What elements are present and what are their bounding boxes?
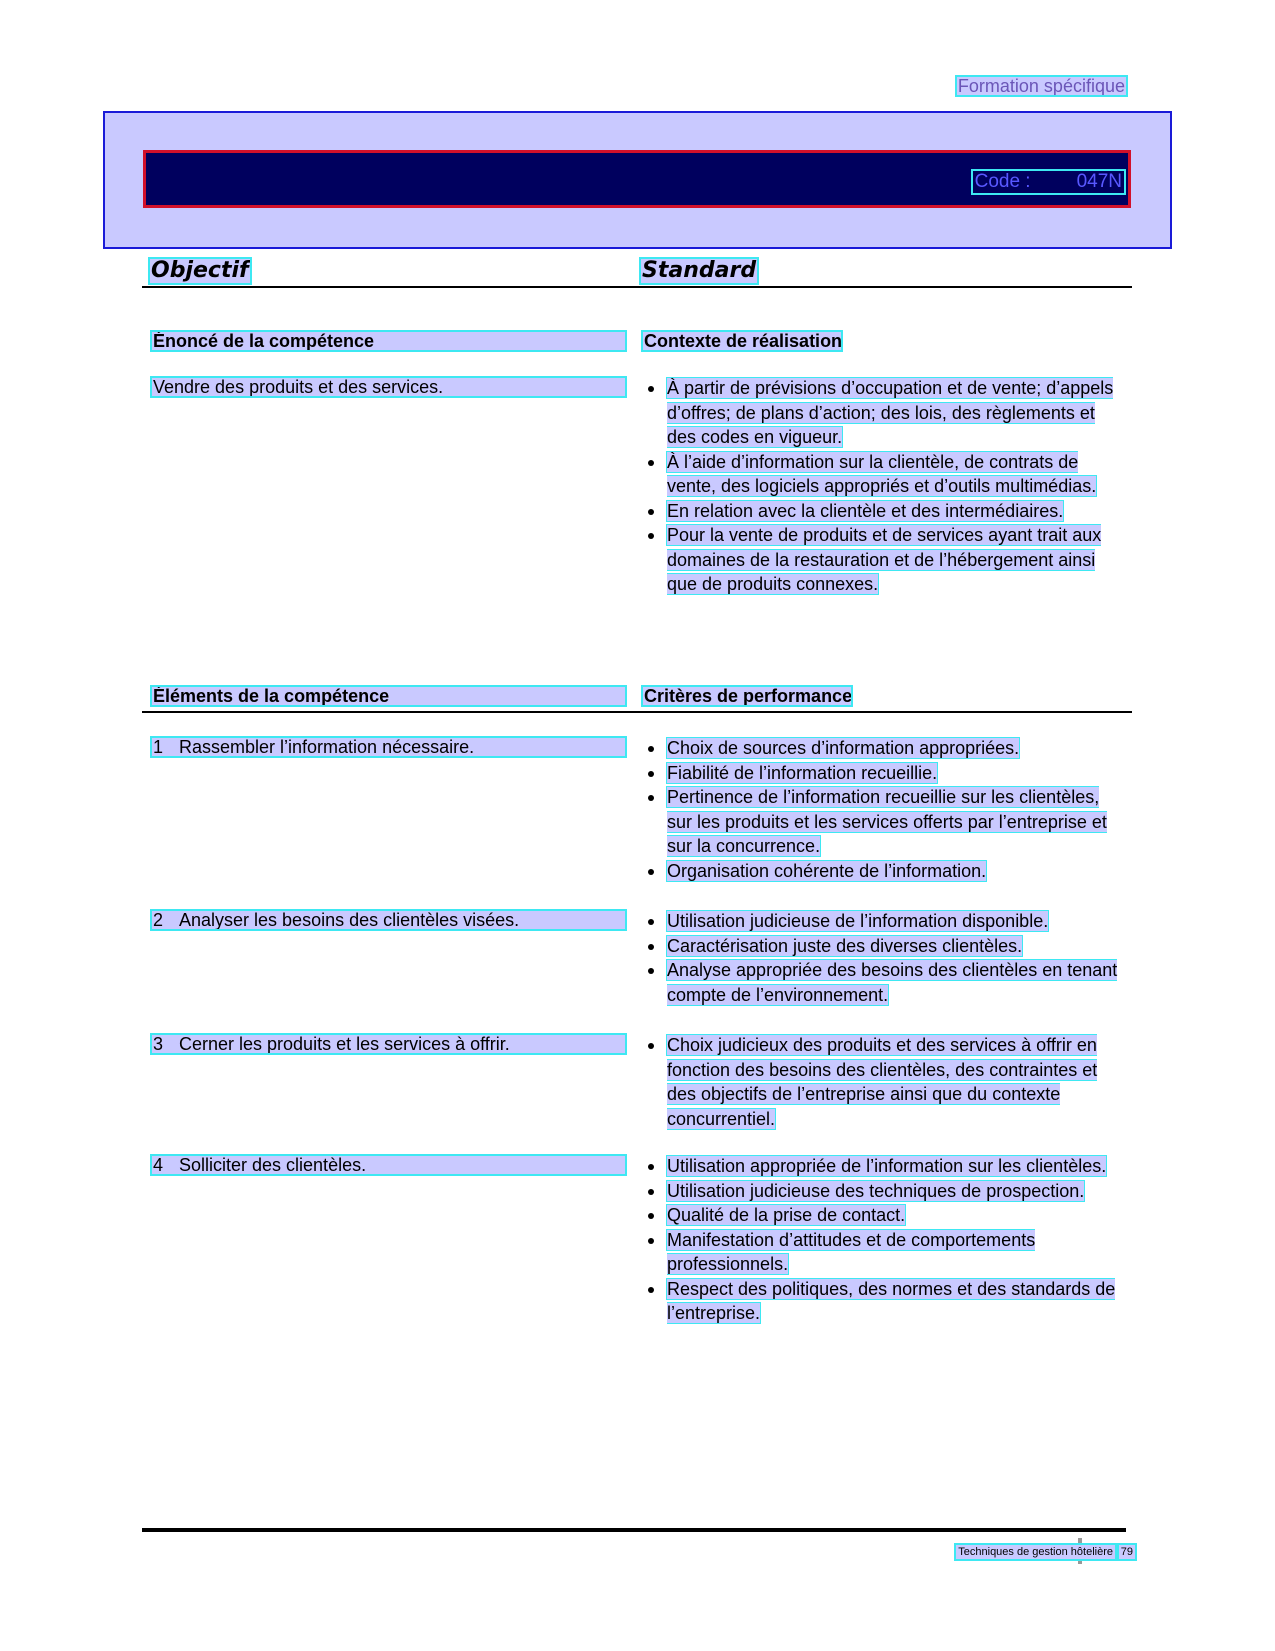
bullet-text: Analyse appropriée des besoins des clientèles en tenant compte de l’environnement.: [667, 960, 1118, 1005]
competency-code: [973, 171, 1124, 193]
bullet-text: Pour la vente de produits et de services ayant trait aux domaines de la restauration et de l’hébergement ainsi que de produits connexes.: [667, 525, 1102, 594]
context-heading: Contexte de réalisation: [644, 331, 843, 351]
element-label: Analyser les besoins des clientèles visées.: [179, 910, 520, 930]
element-1: [151, 737, 626, 757]
bullet-item: [645, 736, 1120, 761]
page-number: 79: [1120, 1546, 1133, 1558]
bullet-text: Qualité de la prise de contact.: [667, 1205, 906, 1225]
bullet-item: [645, 934, 1120, 959]
criteria-list: [645, 909, 1120, 1007]
heading-rule: [142, 286, 1132, 288]
element-4: [151, 1155, 626, 1175]
bullet-item: [645, 499, 1120, 524]
element-label: Solliciter des clientèles.: [179, 1155, 367, 1175]
bullet-text: À l’aide d’information sur la clientèle, de contrats de vente, des logiciels appropriés et d’outils multimédias.: [667, 451, 1097, 496]
bullet-item: [645, 376, 1120, 450]
bullet-item: [645, 1228, 1120, 1277]
bullet-item: [645, 1154, 1120, 1179]
bullet-item: [645, 450, 1120, 499]
section-label: Formation spécifique: [957, 76, 1125, 96]
bullet-item: [645, 859, 1120, 884]
element-number: 3: [153, 1034, 164, 1054]
element-number: 1: [153, 737, 164, 757]
element-number: 2: [153, 910, 164, 930]
footer-rule: [142, 1528, 1126, 1532]
bullet-item: [645, 761, 1120, 786]
criteria-list: [645, 1154, 1120, 1326]
bullet-text: Pertinence de l’information recueillie sur les clientèles, sur les produits et les services offerts par l’entreprise et sur la concurrence.: [667, 787, 1107, 856]
bullet-item: [645, 958, 1120, 1007]
bullet-text: Utilisation judicieuse des techniques de prospection.: [667, 1180, 1085, 1201]
bullet-text: Utilisation judicieuse de l’information disponible.: [667, 911, 1049, 931]
bullet-text: Choix de sources d’information appropriées.: [667, 738, 1020, 758]
bullet-text: Respect des politiques, des normes et des standards de l’entreprise.: [667, 1278, 1116, 1323]
code-value: 047N: [1076, 171, 1122, 192]
bullet-text: Caractérisation juste des diverses clientèles.: [667, 935, 1023, 956]
element-label: Cerner les produits et les services à offrir.: [179, 1034, 510, 1054]
context-list: [645, 376, 1120, 597]
code-label: Code :: [974, 171, 1031, 192]
bullet-text: Organisation cohérente de l’information.: [667, 860, 987, 881]
elements-heading: Éléments de la compétence: [151, 686, 626, 706]
bullet-item: [645, 1179, 1120, 1204]
column-heading-standard: Standard: [642, 258, 757, 283]
title-banner-inner: [143, 150, 1131, 208]
elements-rule: [142, 711, 1132, 713]
bullet-text: Choix judicieux des produits et des services à offrir en fonction des besoins des clientèles, des contraintes et des objectifs de l’entreprise ainsi que du contexte concurrentiel.: [667, 1035, 1098, 1129]
criteria-heading: Critères de performance: [644, 686, 853, 706]
element-number: 4: [153, 1155, 164, 1175]
bullet-item: [645, 523, 1120, 597]
footer-program: Techniques de gestion hôtelière: [958, 1546, 1113, 1558]
competency-heading: Énoncé de la compétence: [151, 331, 626, 351]
bullet-text: Utilisation appropriée de l’information sur les clientèles.: [667, 1156, 1107, 1176]
bullet-text: Fiabilité de l’information recueillie.: [667, 762, 938, 783]
title-banner: [103, 111, 1172, 249]
competency-statement: Vendre des produits et des services.: [151, 377, 626, 397]
bullet-item: [645, 1277, 1120, 1326]
bullet-text: Manifestation d’attitudes et de comportements professionnels.: [667, 1229, 1036, 1274]
bullet-text: À partir de prévisions d’occupation et de vente; d’appels d’offres; de plans d’action; des lois, des règlements et des codes en vigueur.: [667, 378, 1114, 447]
criteria-list: [645, 1033, 1120, 1131]
bullet-item: [645, 1033, 1120, 1131]
bullet-item: [645, 785, 1120, 859]
bullet-item: [645, 909, 1120, 934]
element-3: [151, 1034, 626, 1054]
element-2: [151, 910, 626, 930]
column-heading-objectif: Objectif: [151, 258, 249, 283]
bullet-item: [645, 1203, 1120, 1228]
bullet-text: En relation avec la clientèle et des intermédiaires.: [667, 500, 1064, 521]
element-label: Rassembler l’information nécessaire.: [179, 737, 475, 757]
criteria-list: [645, 736, 1120, 883]
